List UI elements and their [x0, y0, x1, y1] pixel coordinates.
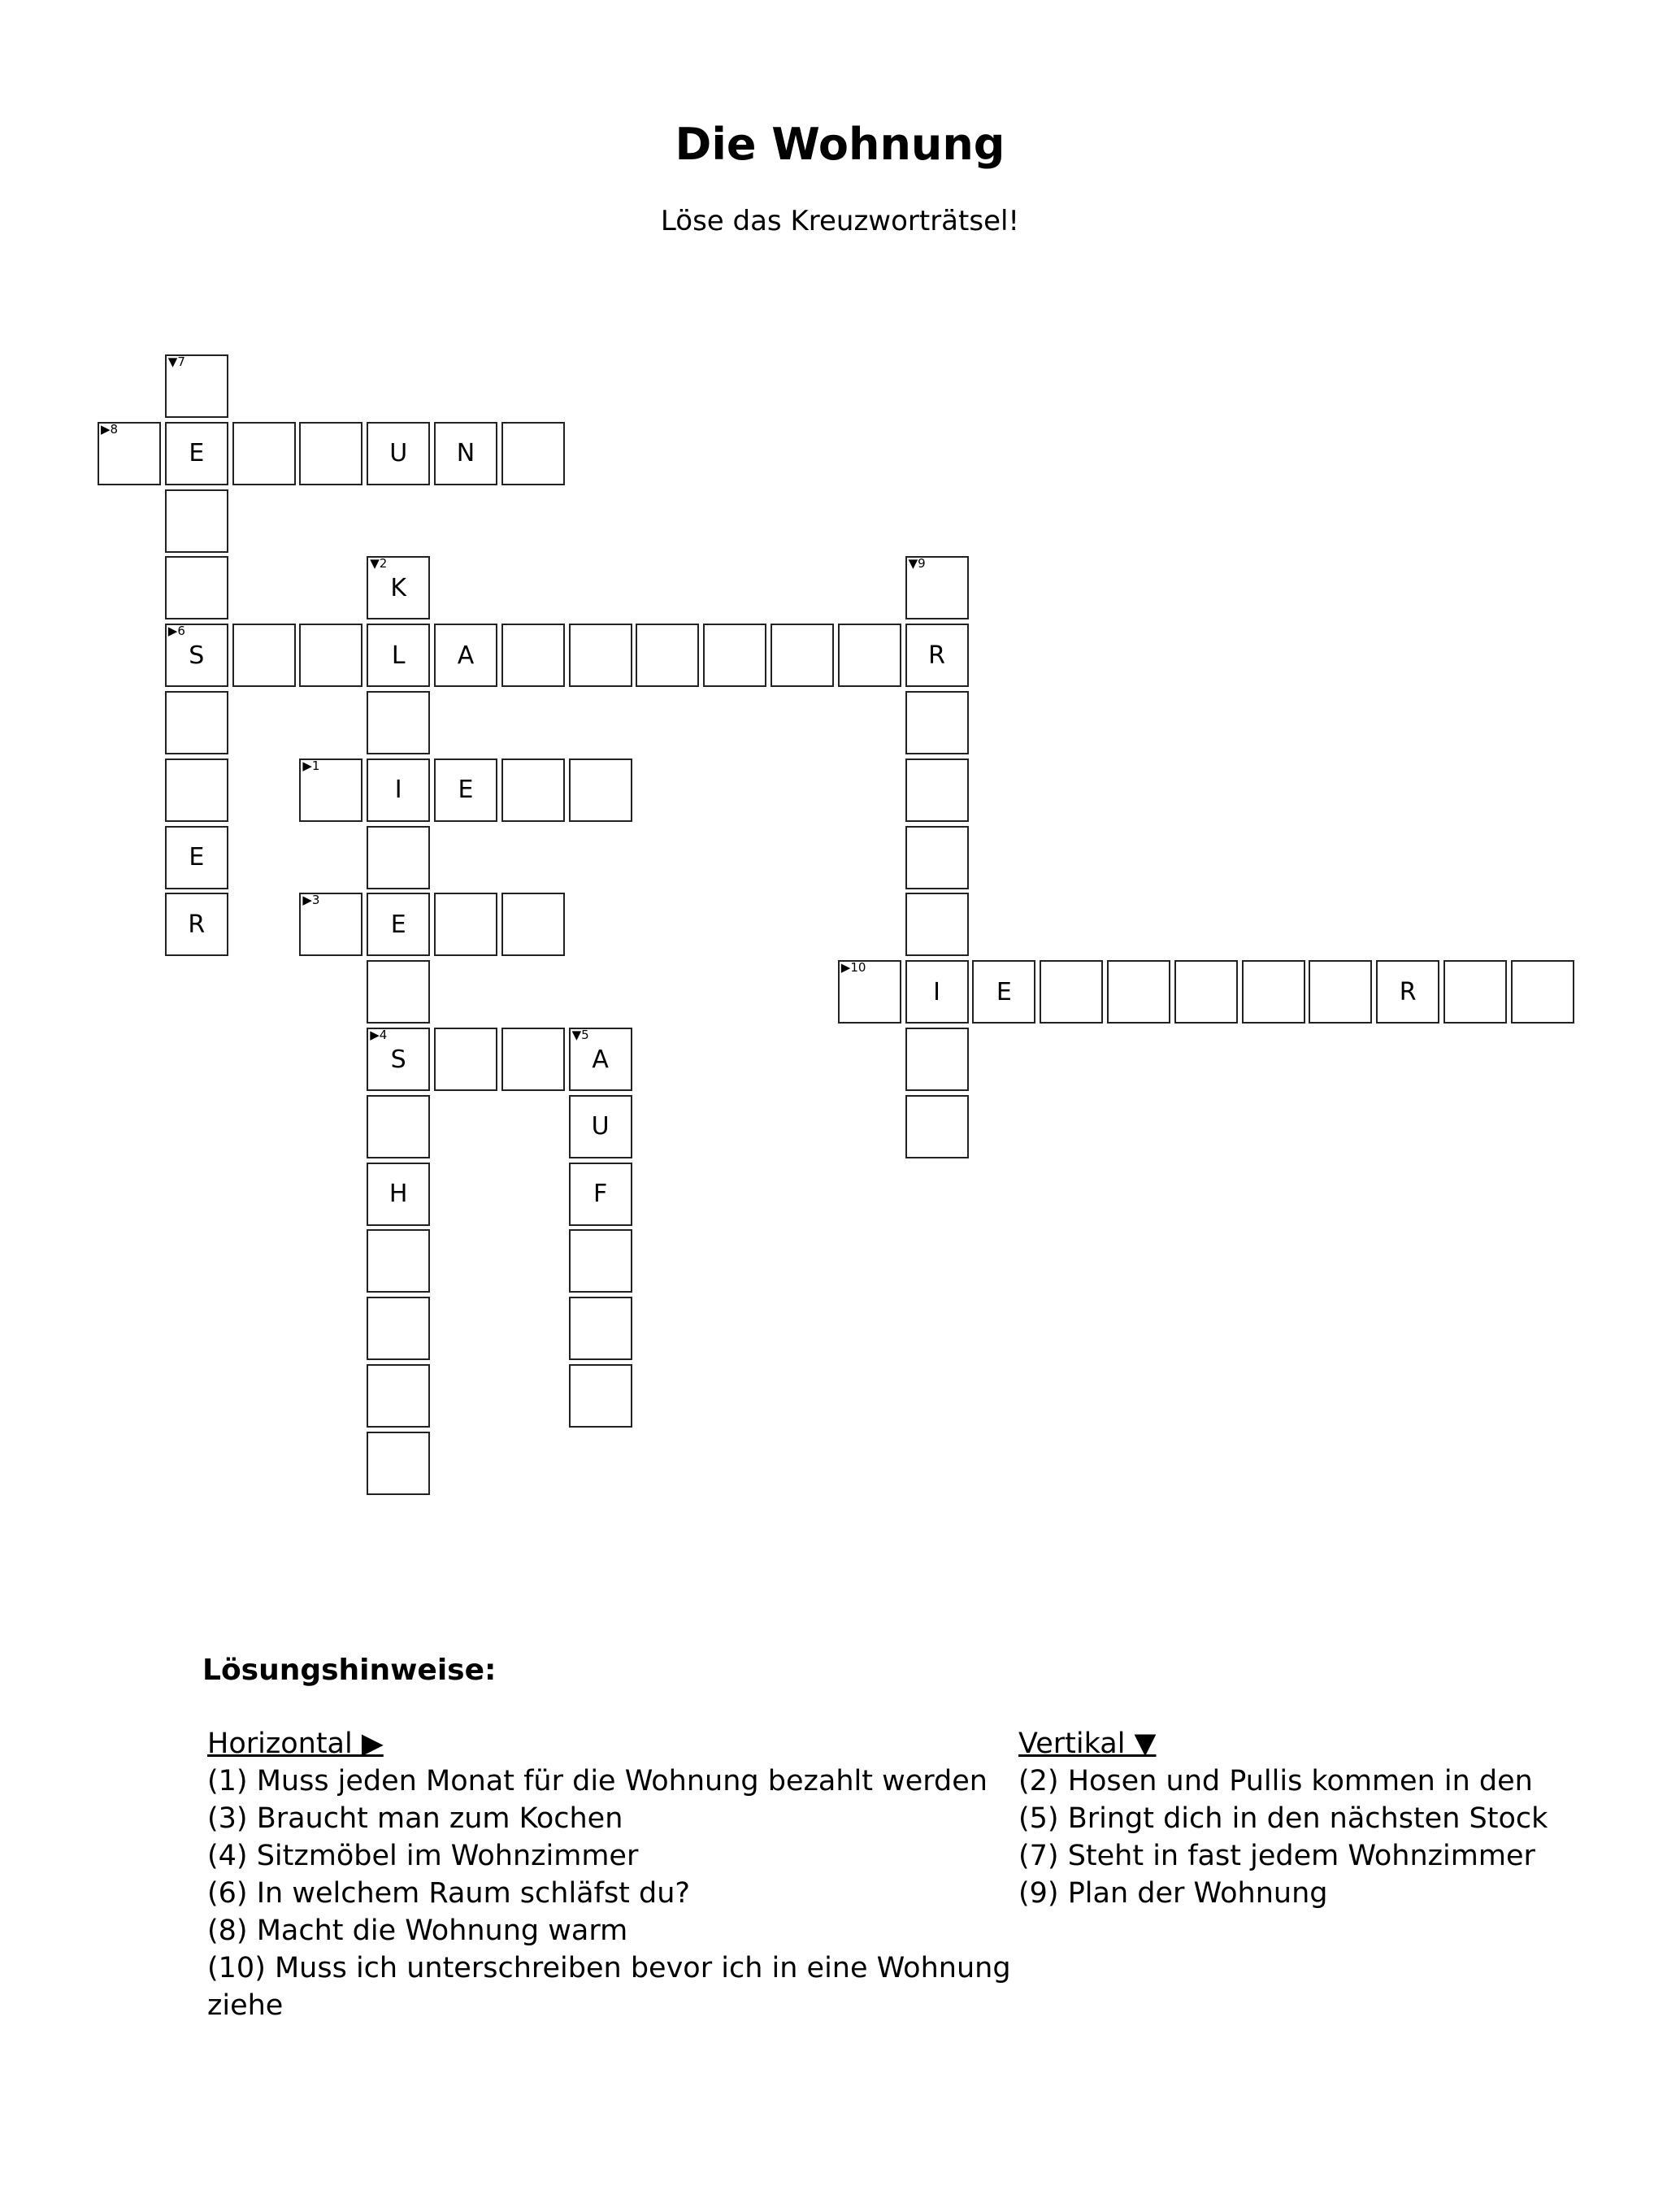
cell-letter: S: [390, 1045, 406, 1074]
cell-letter: U: [389, 439, 408, 468]
crossword-cell[interactable]: [367, 826, 430, 889]
crossword-cell[interactable]: [434, 422, 497, 485]
crossword-cell[interactable]: [569, 758, 632, 822]
crossword-cell[interactable]: [838, 960, 901, 1024]
cell-letter: I: [394, 776, 402, 805]
cell-letter: E: [390, 910, 406, 939]
clue-number: ▼5: [571, 1028, 589, 1042]
crossword-cell[interactable]: [501, 624, 565, 687]
crossword-cell[interactable]: [434, 1028, 497, 1091]
clue-number: ▶1: [302, 758, 320, 773]
crossword-cell[interactable]: [299, 422, 362, 485]
crossword-cell[interactable]: [905, 893, 969, 956]
clue-horizontal-10: (10) Muss ich unterschreiben bevor ich in eine Wohnung ziehe: [207, 1952, 1011, 2022]
cell-letter: U: [591, 1112, 610, 1141]
cell-letter: E: [189, 439, 205, 468]
crossword-cell[interactable]: [569, 1163, 632, 1226]
cell-letter: R: [928, 641, 946, 670]
crossword-cell[interactable]: [367, 556, 430, 619]
horizontal-heading: Horizontal ▶: [207, 1728, 384, 1760]
crossword-cell[interactable]: [905, 826, 969, 889]
crossword-cell[interactable]: [367, 691, 430, 754]
crossword-cell[interactable]: [165, 422, 228, 485]
crossword-cell[interactable]: [367, 960, 430, 1024]
crossword-cell[interactable]: [569, 1095, 632, 1158]
crossword-cell[interactable]: [501, 893, 565, 956]
crossword-cell[interactable]: [905, 691, 969, 754]
crossword-cell[interactable]: [501, 1028, 565, 1091]
crossword-cell[interactable]: [434, 893, 497, 956]
clue-horizontal-3: (3) Braucht man zum Kochen: [207, 1802, 623, 1835]
crossword-cell[interactable]: [1040, 960, 1103, 1024]
crossword-cell[interactable]: [1443, 960, 1507, 1024]
crossword-cell[interactable]: [905, 960, 969, 1024]
cell-letter: E: [996, 977, 1012, 1006]
horizontal-clues: [207, 1725, 1012, 2024]
crossword-cell[interactable]: [367, 1364, 430, 1428]
crossword-cell[interactable]: [1376, 960, 1439, 1024]
crossword-cell[interactable]: [165, 556, 228, 619]
clue-horizontal-1: (1) Muss jeden Monat für die Wohnung bezahlt werden: [207, 1765, 988, 1797]
crossword-cell[interactable]: [165, 489, 228, 553]
clue-vertical-7: (7) Steht in fast jedem Wohnzimmer: [1018, 1840, 1535, 1872]
crossword-cell[interactable]: [569, 1229, 632, 1293]
crossword-cell[interactable]: [1107, 960, 1170, 1024]
vertical-clues: [1018, 1725, 1620, 1912]
crossword-cell[interactable]: [771, 624, 834, 687]
crossword-cell[interactable]: [165, 826, 228, 889]
cell-letter: A: [457, 641, 475, 670]
crossword-cell[interactable]: [905, 1028, 969, 1091]
crossword-cell[interactable]: [501, 758, 565, 822]
crossword-cell[interactable]: [1309, 960, 1372, 1024]
clue-vertical-2: (2) Hosen und Pullis kommen in den: [1018, 1765, 1533, 1797]
crossword-cell[interactable]: [367, 1028, 430, 1091]
clue-horizontal-8: (8) Macht die Wohnung warm: [207, 1915, 628, 1947]
clue-horizontal-6: (6) In welchem Raum schläfst du?: [207, 1877, 691, 1910]
crossword-cell[interactable]: [972, 960, 1035, 1024]
crossword-cell[interactable]: [905, 1095, 969, 1158]
cell-letter: K: [390, 573, 407, 602]
crossword-cell[interactable]: [1174, 960, 1238, 1024]
crossword-cell[interactable]: [501, 422, 565, 485]
crossword-cell[interactable]: [367, 1095, 430, 1158]
crossword-cell[interactable]: [367, 758, 430, 822]
crossword-cell[interactable]: [367, 624, 430, 687]
crossword-cell[interactable]: [165, 893, 228, 956]
crossword-cell[interactable]: [367, 1163, 430, 1226]
crossword-cell[interactable]: [299, 893, 362, 956]
crossword-cell[interactable]: [569, 624, 632, 687]
crossword-cell[interactable]: [165, 691, 228, 754]
clue-horizontal-4: (4) Sitzmöbel im Wohnzimmer: [207, 1840, 639, 1872]
crossword-cell[interactable]: [1511, 960, 1574, 1024]
vertical-heading: Vertikal ▼: [1018, 1728, 1157, 1760]
cell-letter: I: [933, 977, 941, 1006]
crossword-cell[interactable]: [367, 1432, 430, 1495]
crossword-cell[interactable]: [165, 624, 228, 687]
crossword-cell[interactable]: [636, 624, 699, 687]
crossword-cell[interactable]: [838, 624, 901, 687]
clue-number: ▼7: [167, 354, 185, 369]
crossword-cell[interactable]: [98, 422, 161, 485]
crossword-cell[interactable]: [367, 422, 430, 485]
crossword-cell[interactable]: [299, 758, 362, 822]
clue-number: ▶8: [101, 421, 119, 437]
crossword-cell[interactable]: [1242, 960, 1305, 1024]
clue-vertical-5: (5) Bringt dich in den nächsten Stock: [1018, 1802, 1548, 1835]
cell-letter: E: [189, 843, 205, 872]
cell-letter: S: [189, 641, 205, 670]
crossword-cell[interactable]: [165, 758, 228, 822]
clue-number: ▶10: [840, 960, 866, 976]
cell-letter: A: [592, 1045, 609, 1074]
clue-number: ▶4: [370, 1028, 388, 1042]
crossword-cell[interactable]: [165, 354, 228, 418]
crossword-cell[interactable]: [569, 1297, 632, 1360]
crossword-cell[interactable]: [569, 1028, 632, 1091]
clue-number: ▼2: [370, 556, 388, 572]
crossword-cell[interactable]: [905, 624, 969, 687]
cell-letter: R: [1399, 977, 1417, 1006]
page-title: Die Wohnung: [675, 119, 1005, 170]
clue-number: ▶3: [302, 893, 320, 908]
crossword-cell[interactable]: [905, 556, 969, 619]
page-subtitle: Löse das Kreuzworträtsel!: [660, 205, 1020, 237]
cell-letter: R: [188, 910, 206, 939]
cell-letter: E: [458, 776, 474, 805]
crossword-cell[interactable]: [434, 758, 497, 822]
cell-letter: F: [593, 1180, 608, 1209]
crossword-cell[interactable]: [299, 624, 362, 687]
clue-number: ▶6: [167, 624, 185, 639]
clue-vertical-9: (9) Plan der Wohnung: [1018, 1877, 1328, 1910]
crossword-cell[interactable]: [232, 624, 296, 687]
crossword-cell[interactable]: [703, 624, 766, 687]
crossword-cell[interactable]: [232, 422, 296, 485]
cell-letter: N: [456, 439, 475, 468]
crossword-cell[interactable]: [367, 1297, 430, 1360]
hints-title: Lösungshinweise:: [202, 1654, 497, 1687]
crossword-cell[interactable]: [434, 624, 497, 687]
crossword-cell[interactable]: [367, 1229, 430, 1293]
clue-number: ▼9: [908, 556, 926, 572]
crossword-cell[interactable]: [367, 893, 430, 956]
cell-letter: L: [391, 641, 406, 670]
crossword-cell[interactable]: [905, 758, 969, 822]
crossword-cell[interactable]: [569, 1364, 632, 1428]
cell-letter: H: [389, 1180, 408, 1209]
